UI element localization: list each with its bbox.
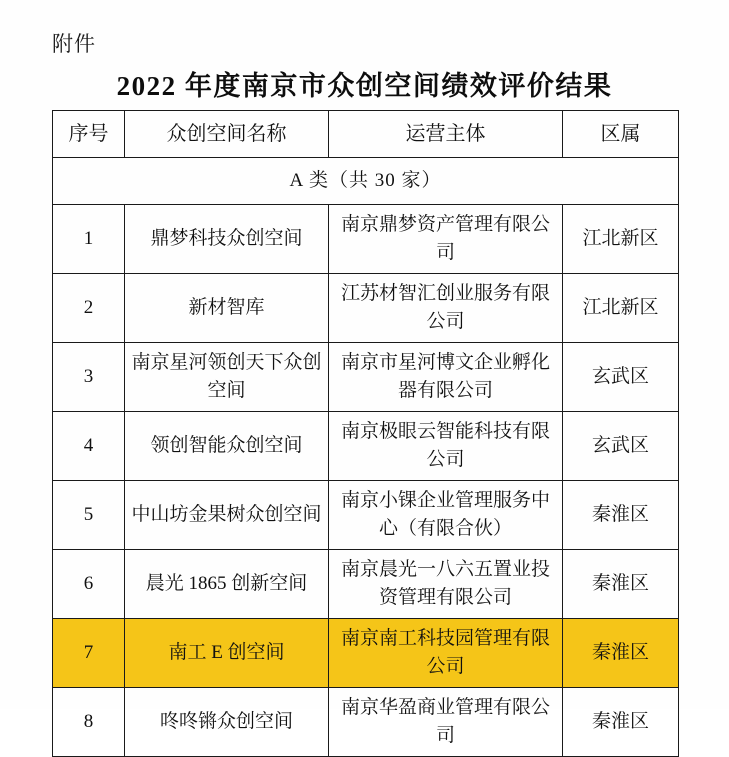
table-row xyxy=(53,205,679,274)
row-no: 3 xyxy=(53,343,125,412)
row-district: 江北新区 xyxy=(563,274,679,343)
row-no: 6 xyxy=(53,550,125,619)
row-operator: 南京南工科技园管理有限公司 xyxy=(329,619,563,688)
row-operator: 南京小锞企业管理服务中心（有限合伙） xyxy=(329,481,563,550)
row-district: 秦淮区 xyxy=(563,688,679,757)
row-no: 5 xyxy=(53,481,125,550)
row-operator: 南京极眼云智能科技有限公司 xyxy=(329,412,563,481)
table-row xyxy=(53,412,679,481)
table-row xyxy=(53,343,679,412)
table-body xyxy=(53,158,679,757)
row-name: 南京星河领创天下众创空间 xyxy=(125,343,329,412)
row-name: 南工 E 创空间 xyxy=(125,619,329,688)
table-row-highlighted xyxy=(53,619,679,688)
row-district: 秦淮区 xyxy=(563,550,679,619)
row-operator: 南京晨光一八六五置业投资管理有限公司 xyxy=(329,550,563,619)
page-title: 2022 年度南京市众创空间绩效评价结果 xyxy=(116,71,613,101)
row-name: 鼎梦科技众创空间 xyxy=(125,205,329,274)
column-header-name: 众创空间名称 xyxy=(125,111,329,158)
row-district: 玄武区 xyxy=(563,343,679,412)
row-name: 晨光 1865 创新空间 xyxy=(125,550,329,619)
table-row xyxy=(53,274,679,343)
row-no: 7 xyxy=(53,619,125,688)
attachment-label: 附件 xyxy=(52,32,96,56)
column-header-operator: 运营主体 xyxy=(329,111,563,158)
category-label: A 类（共 30 家） xyxy=(53,158,679,205)
table-row xyxy=(53,688,679,757)
row-name: 新材智库 xyxy=(125,274,329,343)
row-district: 江北新区 xyxy=(563,205,679,274)
row-operator: 南京华盈商业管理有限公司 xyxy=(329,688,563,757)
row-no: 4 xyxy=(53,412,125,481)
row-name: 咚咚锵众创空间 xyxy=(125,688,329,757)
evaluation-results-table xyxy=(52,110,679,757)
row-district: 秦淮区 xyxy=(563,481,679,550)
row-district: 玄武区 xyxy=(563,412,679,481)
table-row xyxy=(53,481,679,550)
row-name: 领创智能众创空间 xyxy=(125,412,329,481)
row-no: 8 xyxy=(53,688,125,757)
table-header-row xyxy=(53,111,679,158)
row-name: 中山坊金果树众创空间 xyxy=(125,481,329,550)
row-operator: 南京市星河博文企业孵化器有限公司 xyxy=(329,343,563,412)
category-row xyxy=(53,158,679,205)
row-no: 2 xyxy=(53,274,125,343)
table-row xyxy=(53,550,679,619)
column-header-district: 区属 xyxy=(563,111,679,158)
row-district: 秦淮区 xyxy=(563,619,679,688)
row-operator: 南京鼎梦资产管理有限公司 xyxy=(329,205,563,274)
row-operator: 江苏材智汇创业服务有限公司 xyxy=(329,274,563,343)
column-header-no: 序号 xyxy=(53,111,125,158)
row-no: 1 xyxy=(53,205,125,274)
